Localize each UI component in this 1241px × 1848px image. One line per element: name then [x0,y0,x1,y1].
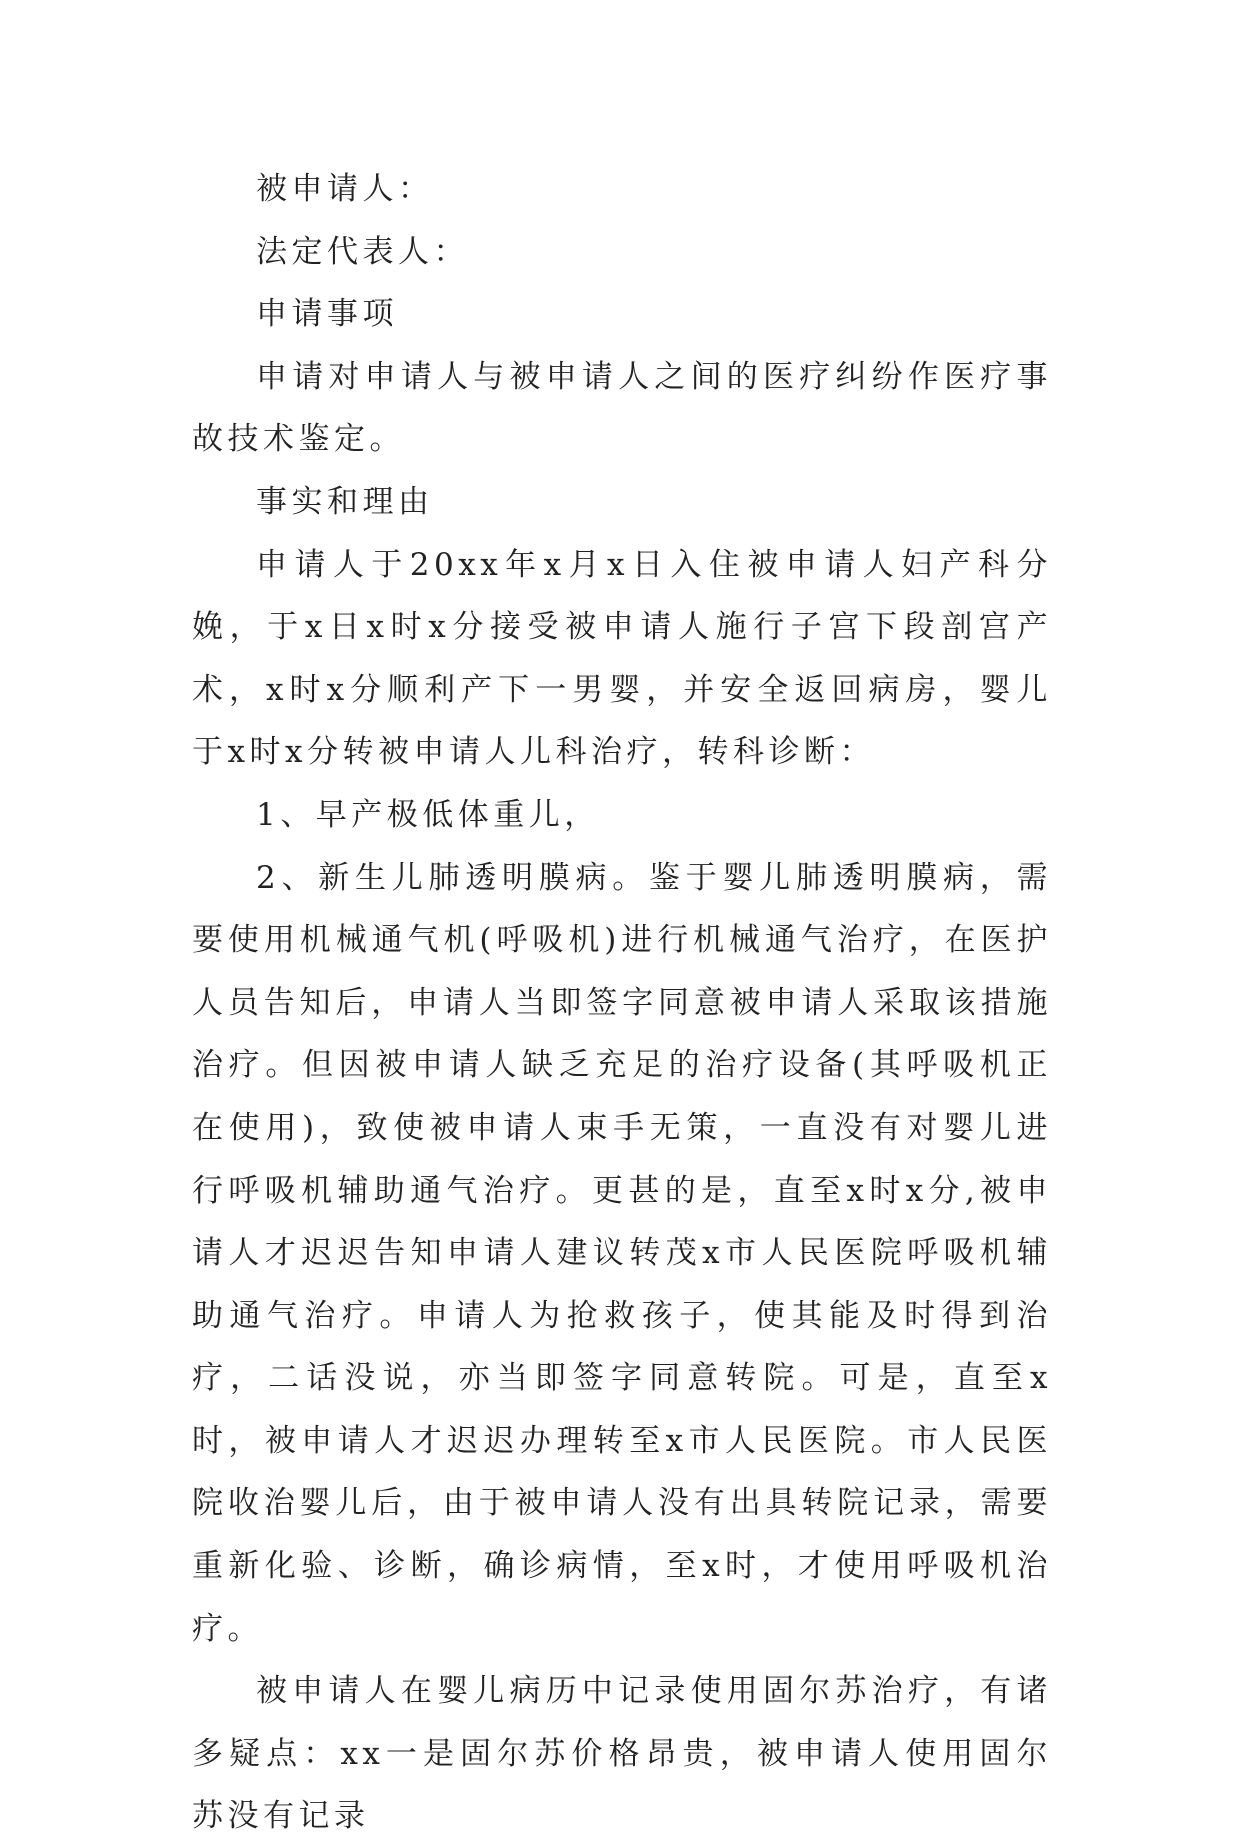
application-items-heading: 申请事项 [256,296,398,333]
diagnosis-item-2: 2、新生儿肺透明膜病。鉴于婴儿肺透明膜病，需要使用机械通气机(呼吸机)进行机械通气治疗，在医护人员告知后，申请人当即签字同意被申请人采取该措施治疗。但因被申请人缺乏充足的治疗设备(其呼吸机正在使用)，致使被申请人束手无策，一直没有对婴儿进行呼吸机辅助通气治疗。更甚的是，直至x时x分,被申请人才迟迟告知申请人建议转茂x市人民医院呼吸机辅助通气治疗。申请人为抢救孩子，使其能及时得到治疗，二话没说，亦当即签字同意转院。可是，直至x时，被申请人才迟迟办理转至x市人民医院。市人民医院收治婴儿后，由于被申请人没有出具转院记录，需要重新化验、诊断，确诊病情，至x时，才使用呼吸机治疗。 [192,859,1052,1647]
facts-paragraph: 申请人于20xx年x月x日入住被申请人妇产科分娩，于x日x时x分接受被申请人施行子宫下段剖宫产术，x时x分顺利产下一男婴，并安全返回病房，婴儿于x时x分转被申请人儿科治疗，转科诊断： [192,546,1052,771]
application-items-text: 申请对申请人与被申请人之间的医疗纠纷作医疗事故技术鉴定。 [192,358,1052,458]
legal-representative-label: 法定代表人： [256,233,469,270]
facts-reasons-heading: 事实和理由 [256,483,434,520]
document-body [192,158,1052,1848]
diagnosis-item-1: 1、早产极低体重儿， [256,796,600,833]
doubts-paragraph: 被申请人在婴儿病历中记录使用固尔苏治疗，有诸多疑点：xx一是固尔苏价格昂贵，被申请人使用固尔苏没有记录 [192,1673,1052,1835]
respondent-label: 被申请人： [256,171,434,207]
